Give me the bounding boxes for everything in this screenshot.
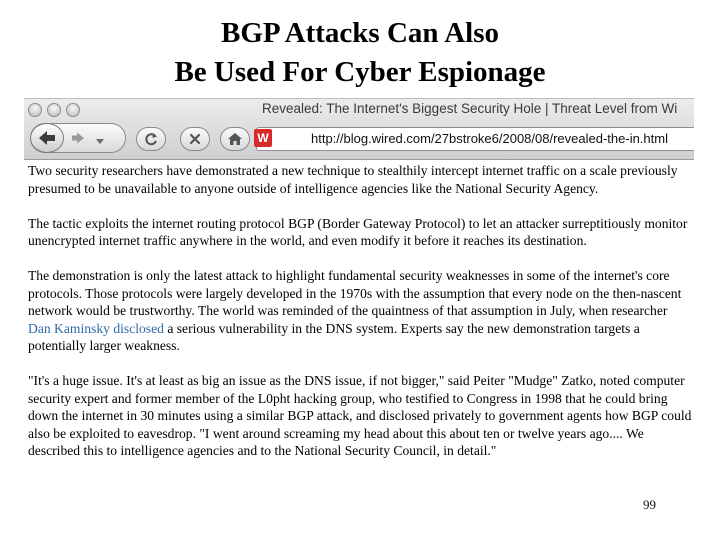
slide-title-line-2: Be Used For Cyber Espionage [174, 56, 546, 88]
browser-window [24, 98, 694, 160]
forward-arrow-icon [71, 132, 85, 144]
reload-button[interactable] [136, 127, 166, 151]
zoom-window-button[interactable] [66, 103, 80, 117]
kaminsky-link[interactable]: Dan Kaminsky disclosed [28, 320, 164, 336]
chevron-down-icon [93, 136, 107, 146]
home-icon [227, 132, 243, 146]
minimize-window-button[interactable] [47, 103, 61, 117]
paragraph-3-text-b: a serious vulnerability in the DNS system. Experts say the new demonstration targets a potentially larger weakness. [28, 320, 640, 353]
favicon-icon: W [254, 129, 272, 147]
history-nav-group [30, 123, 126, 153]
stop-button[interactable] [180, 127, 210, 151]
slide-title-line-1: BGP Attacks Can Also [221, 17, 499, 49]
paragraph-4: "It's a huge issue. It's at least as big an issue as the DNS issue, if not bigger," said Peiter "Mudge" Zatko, noted computer security expert and former member of the L0pht hacking group, who testified to Congress in 1998 that he could bring down the internet in 30 minutes using a similar BGP attack, and disclosed privately to government agents how BGP could also be exploited to eavesdrop. "I went around screaming my head about this about ten or twelve years ago.... We described this to intelligence agencies and to the National Security Council, in detail." [28, 373, 692, 458]
paragraph-1: Two security researchers have demonstrated a new technique to stealthily intercept internet traffic on a scale previously presumed to be unavailable to anyone outside of intelligence agencies like the National Security Agency. [28, 163, 678, 196]
paragraph-2: The tactic exploits the internet routing protocol BGP (Border Gateway Protocol) to let an attacker surreptitiously monitor unencrypted internet traffic anywhere in the world, and even modify it before it reaches its destination. [28, 215, 688, 248]
close-window-button[interactable] [28, 103, 42, 117]
article-body [28, 162, 693, 477]
home-button[interactable] [220, 127, 250, 151]
paragraph-3 [28, 267, 693, 355]
url-text[interactable]: http://blog.wired.com/27bstroke6/2008/08/revealed-the-in.html [311, 131, 668, 146]
history-dropdown-button[interactable] [93, 133, 107, 143]
back-arrow-icon [38, 130, 56, 146]
reload-icon [143, 131, 159, 147]
forward-button[interactable] [67, 128, 89, 148]
window-controls [28, 103, 80, 117]
page-number: 99 [643, 497, 656, 512]
address-bar[interactable] [256, 127, 694, 151]
paragraph-3-text-a: The demonstration is only the latest attack to highlight fundamental security weaknesses in some of the internet's core protocols. Those protocols were largely developed in the 1970s with the assumption that every node on the then-nascent network would be trustworthy. The world was reminded of the quaintness of that assumption in July, when researcher [28, 268, 682, 318]
back-button[interactable] [30, 123, 64, 153]
window-title: Revealed: The Internet's Biggest Security Hole | Threat Level from Wi [262, 101, 678, 116]
stop-icon [188, 132, 202, 146]
slide-title [0, 14, 720, 92]
